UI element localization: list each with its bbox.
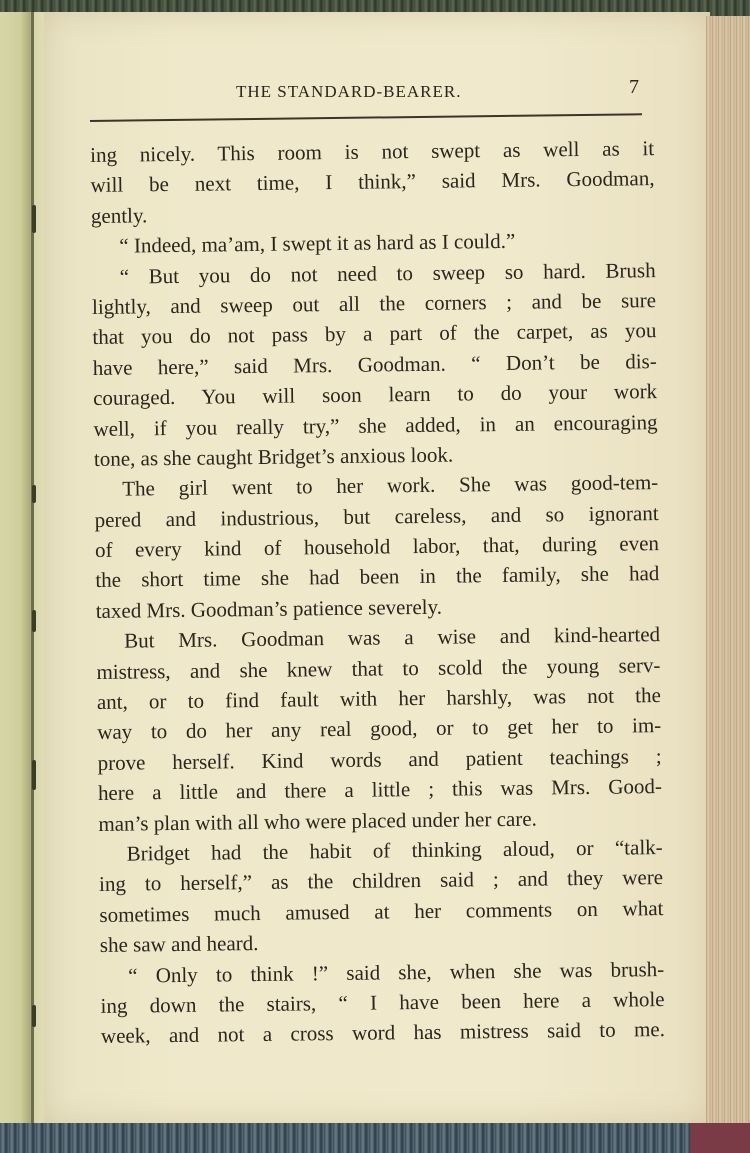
text-line: well, if you really try,” she added, in an encouraging	[93, 409, 658, 441]
text-line: “ Indeed, ma’am, I swept it as hard as I could.”	[119, 228, 516, 258]
text-line: But Mrs. Goodman was a wise and kind-hearted	[123, 622, 661, 653]
text-line: week, and not a cross word has mistress said to me.	[100, 1017, 666, 1049]
margin-mark	[32, 485, 36, 503]
book-gutter	[0, 12, 48, 1127]
text-line: ing to herself,” as the children said ; and they were	[98, 865, 664, 897]
body-text	[90, 133, 665, 1052]
margin-mark	[32, 205, 36, 233]
text-line: tone, as she caught Bridget’s anxious look.	[93, 442, 454, 471]
margin-mark	[32, 760, 36, 790]
text-line: pered and industrious, but careless, and so ignorant	[94, 500, 659, 532]
text-line: man’s plan with all who were placed under her care.	[98, 806, 537, 836]
text-line: ant, or to find fault with her harshly, was not the	[96, 683, 661, 714]
text-line: sometimes much amused at her comments on what	[99, 895, 664, 927]
gutter-fold-line	[31, 12, 34, 1127]
text-line: gently.	[90, 203, 148, 228]
margin-mark	[32, 1005, 36, 1027]
text-line: taxed Mrs. Goodman’s patience severely.	[95, 594, 443, 623]
text-line: ing nicely. This room is not swept as well as it	[90, 136, 655, 167]
text-line: way to do her any real good, or to get her to im-	[97, 713, 662, 745]
running-head: THE STANDARD-BEARER.	[236, 82, 462, 101]
text-line: lightly, and sweep out all the corners ; and be sure	[91, 288, 657, 319]
page-number: 7	[629, 76, 639, 98]
cover-corner	[690, 1123, 750, 1153]
text-line: “ Only to think !” said she, when she was brush-	[128, 956, 665, 988]
text-line: mistress, and she knew that to scold the young serv-	[96, 652, 661, 684]
text-line: will be next time, I think,” said Mrs. Goodman,	[90, 166, 655, 198]
text-line: have here,” said Mrs. Goodman. “ Don’t be dis-	[92, 348, 657, 380]
margin-mark	[32, 610, 36, 632]
text-line: couraged. You will soon learn to do your work	[93, 379, 658, 411]
book-bottom-band	[0, 1123, 750, 1153]
text-line: that you do not pass by a part of the carpet, as you	[92, 318, 657, 350]
text-line: of every kind of household labor, that, during even	[94, 531, 660, 563]
text-line: the short time she had been in the family, she had	[95, 561, 660, 593]
text-line: Bridget had the habit of thinking aloud, or “talk-	[126, 835, 663, 866]
text-line: she saw and heard.	[99, 931, 259, 958]
page-edges	[706, 16, 750, 1126]
text-line: prove herself. Kind words and patient teachings ;	[97, 743, 662, 775]
text-line: here a little and there a little ; this was Mrs. Good-	[97, 774, 663, 806]
text-line: ing down the stairs, “ I have been here a whole	[100, 986, 665, 1018]
text-line: “ But you do not need to sweep so hard. Brush	[119, 257, 656, 289]
text-line: The girl went to her work. She was good-tem-	[122, 470, 659, 501]
